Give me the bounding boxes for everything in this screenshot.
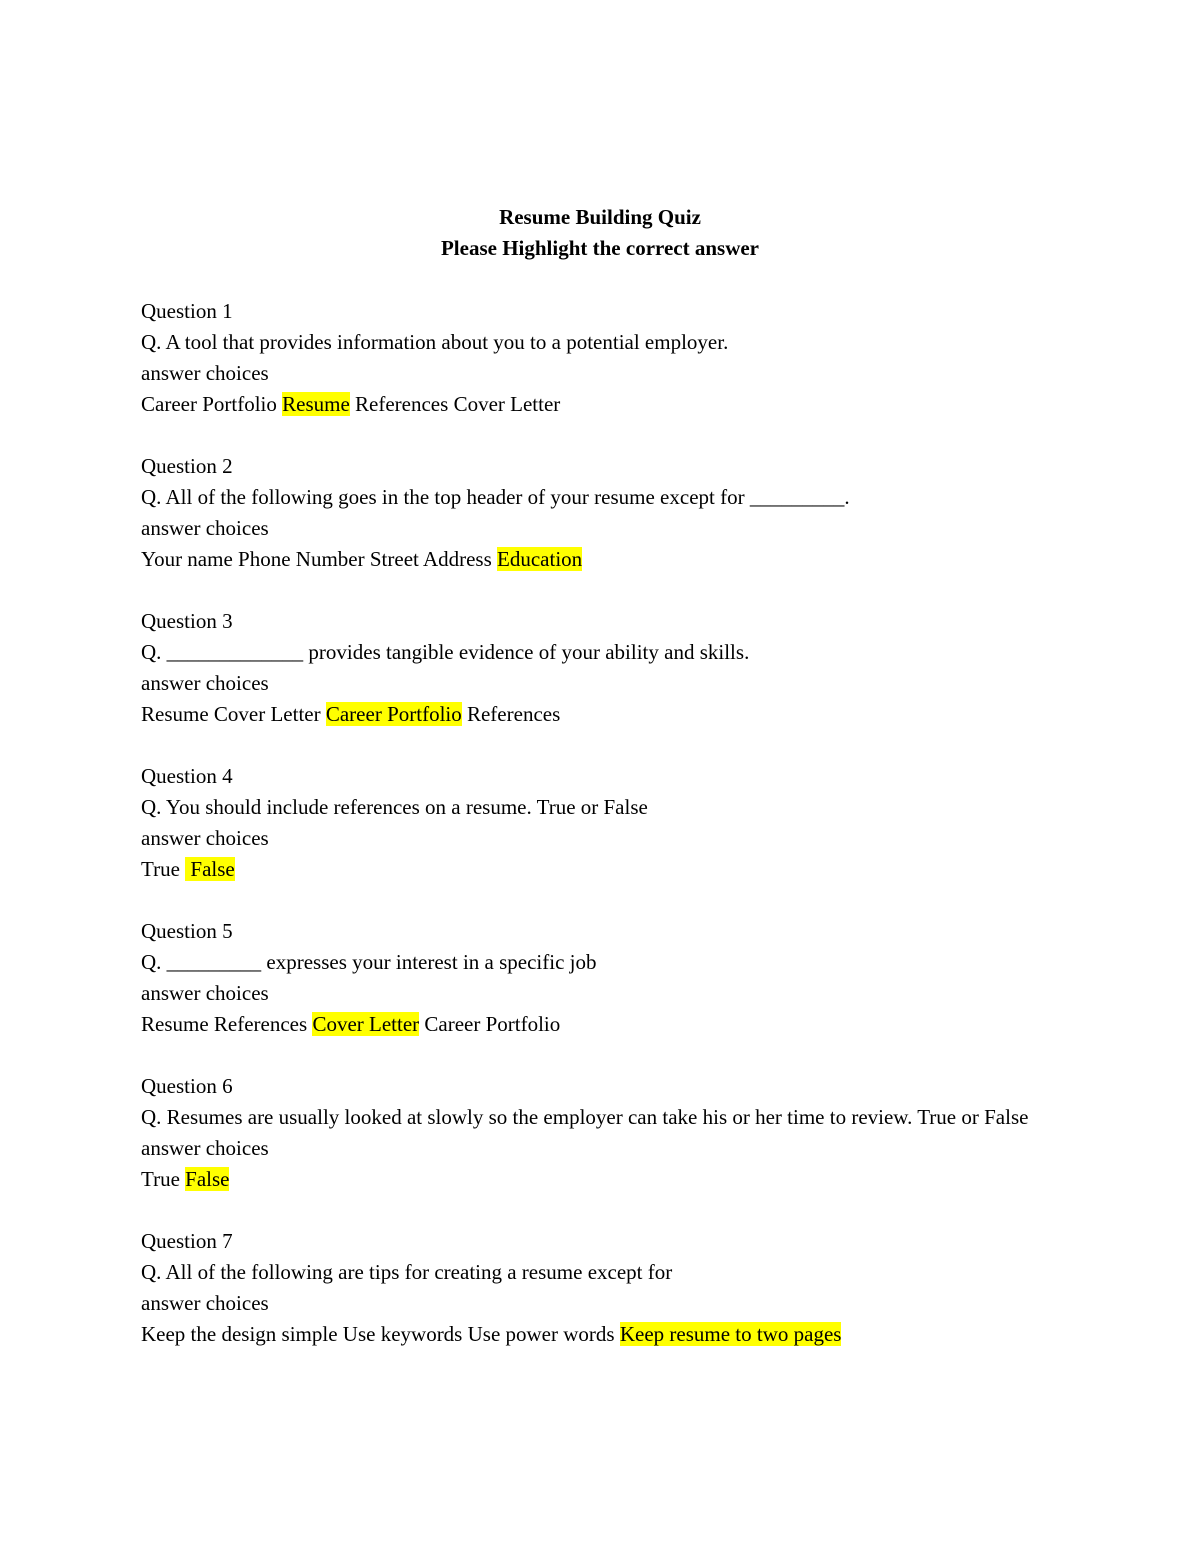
question-heading: Question 1 <box>141 299 233 323</box>
answer-choice-row <box>141 699 1071 730</box>
answer-choice-row <box>141 1164 1071 1195</box>
question-heading: Question 4 <box>141 764 233 788</box>
answer-choice: References <box>213 1012 308 1036</box>
answer-choice: Resume <box>141 702 209 726</box>
title-block <box>0 202 1200 264</box>
question-heading: Question 3 <box>141 609 233 633</box>
document-title: Resume Building Quiz <box>499 205 701 229</box>
answer-choice-highlighted: Keep resume to two pages <box>619 1322 842 1346</box>
question-block <box>141 451 1071 575</box>
question-heading: Question 5 <box>141 919 233 943</box>
answer-choice: Resume <box>141 1012 209 1036</box>
answer-choice: Use power words <box>467 1322 615 1346</box>
answer-choices-label: answer choices <box>141 516 269 540</box>
answer-choices-label: answer choices <box>141 981 269 1005</box>
answer-choice-highlighted: Resume <box>282 392 350 416</box>
answer-choice: Keep the design simple <box>141 1322 338 1346</box>
question-text: Q. All of the following are tips for creating a resume except for <box>141 1260 673 1284</box>
answer-choice-highlighted: Cover Letter <box>312 1012 420 1036</box>
document-subtitle: Please Highlight the correct answer <box>440 236 760 260</box>
question-heading: Question 7 <box>141 1229 233 1253</box>
answer-choice: Career Portfolio <box>141 392 277 416</box>
answer-choice-row <box>141 854 1071 885</box>
answer-choice-row <box>141 1009 1071 1040</box>
answer-choice: Use keywords <box>342 1322 463 1346</box>
answer-choice: True <box>141 1167 180 1191</box>
answer-choice-row <box>141 1319 1071 1350</box>
answer-choice: References <box>355 392 449 416</box>
answer-choice-highlighted: Career Portfolio <box>325 702 462 726</box>
question-heading: Question 2 <box>141 454 233 478</box>
answer-choices-label: answer choices <box>141 671 269 695</box>
question-block <box>141 606 1071 730</box>
question-text: Q. _________ expresses your interest in a specific job <box>141 950 597 974</box>
answer-choice: Street Address <box>369 547 492 571</box>
answer-choice-row <box>141 389 1071 420</box>
question-block <box>141 761 1071 885</box>
question-block <box>141 1071 1071 1195</box>
answer-choice: Your name <box>141 547 233 571</box>
answer-choice: True <box>141 857 180 881</box>
answer-choice: Cover Letter <box>213 702 321 726</box>
answer-choice: Phone Number <box>238 547 365 571</box>
answer-choice: Career Portfolio <box>424 1012 561 1036</box>
answer-choices-label: answer choices <box>141 1291 269 1315</box>
question-text: Q. Resumes are usually looked at slowly so the employer can take his or her time to review. True or False <box>141 1105 1029 1129</box>
answer-choice-highlighted: False <box>185 857 235 881</box>
question-list <box>141 296 1071 1381</box>
question-text: Q. A tool that provides information about you to a potential employer. <box>141 330 729 354</box>
answer-choices-label: answer choices <box>141 1136 269 1160</box>
question-heading: Question 6 <box>141 1074 233 1098</box>
question-block <box>141 1226 1071 1350</box>
question-text: Q. All of the following goes in the top header of your resume except for _________. <box>141 485 850 509</box>
answer-choices-label: answer choices <box>141 361 269 385</box>
answer-choice: References <box>466 702 561 726</box>
answer-choice-row <box>141 544 1071 575</box>
answer-choice-highlighted: False <box>185 1167 230 1191</box>
question-block <box>141 296 1071 420</box>
question-text: Q. _____________ provides tangible evidence of your ability and skills. <box>141 640 750 664</box>
answer-choice: Cover Letter <box>453 392 561 416</box>
question-text: Q. You should include references on a resume. True or False <box>141 795 648 819</box>
answer-choice-highlighted: Education <box>497 547 583 571</box>
answer-choices-label: answer choices <box>141 826 269 850</box>
question-block <box>141 916 1071 1040</box>
